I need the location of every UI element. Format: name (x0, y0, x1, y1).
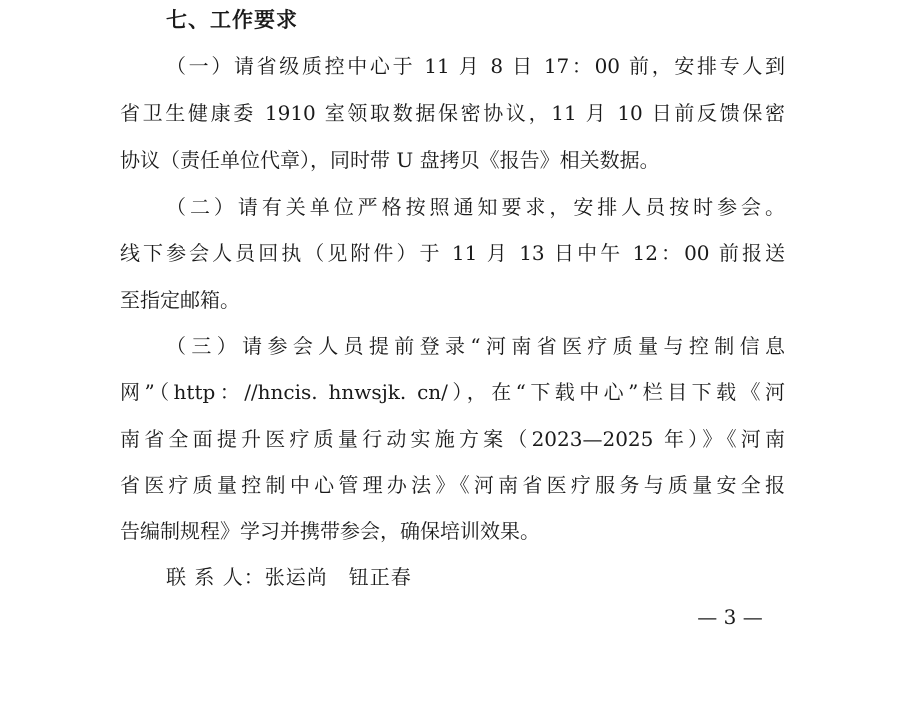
paragraph-1-line-2: 省卫生健康委 1910 室领取数据保密协议，11 月 10 日前反馈保密 (120, 101, 785, 125)
paragraph-3-line-4: 省医疗质量控制中心管理办法》《河南省医疗服务与质量安全报 (120, 473, 785, 497)
paragraph-3-line-2: 网”（http：//hncis. hnwsjk. cn/），在“下载中心”栏目下载《河 (120, 380, 785, 404)
paragraph-3-line-5: 告编制规程》学习并携带参会，确保培训效果。 (120, 519, 540, 543)
paragraph-2-line-1: （二）请有关单位严格按照通知要求，安排人员按时参会。 (166, 195, 785, 219)
section-heading: 七、工作要求 (166, 8, 298, 32)
paragraph-1-line-1: （一）请省级质控中心于 11 月 8 日 17：00 前，安排专人到 (166, 54, 785, 78)
contact-line: 联 系 人：张运尚 钮正春 (166, 565, 412, 589)
paragraph-3-line-1: （三）请参会人员提前登录“河南省医疗质量与控制信息 (166, 334, 785, 358)
paragraph-2-line-3: 至指定邮箱。 (120, 288, 240, 312)
paragraph-1-line-3: 协议（责任单位代章），同时带 U 盘拷贝《报告》相关数据。 (120, 148, 660, 172)
page-number: — 3 — (697, 605, 763, 629)
paragraph-3-line-3: 南省全面提升医疗质量行动实施方案（2023—2025 年）》《河南 (120, 427, 785, 451)
paragraph-2-line-2: 线下参会人员回执（见附件）于 11 月 13 日中午 12：00 前报送 (120, 241, 785, 265)
